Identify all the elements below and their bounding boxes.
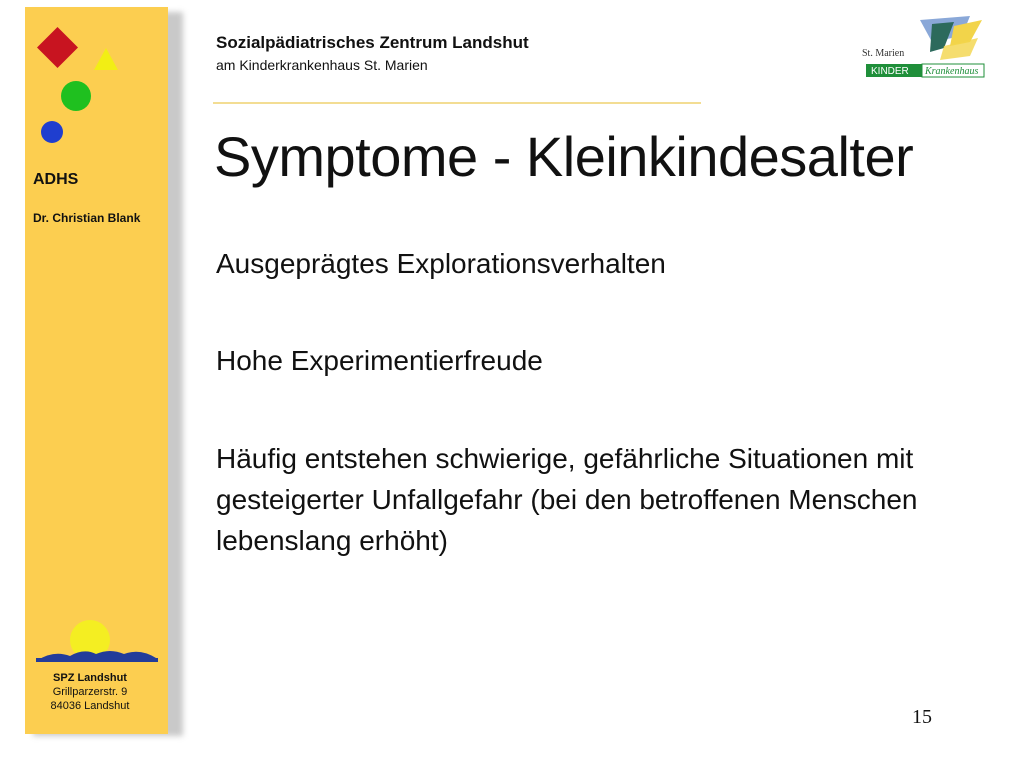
address-name: SPZ Landshut <box>53 672 127 684</box>
yellow-triangle-icon <box>94 48 118 70</box>
org-name: Sozialpädiatrisches Zentrum Landshut <box>216 33 529 52</box>
address-city: 84036 Landshut <box>50 700 130 712</box>
spz-sun-logo-icon <box>36 620 158 664</box>
logo-name-text: St. Marien <box>862 48 905 59</box>
logo-krankenhaus-text: Krankenhaus <box>925 66 979 77</box>
sidebar-author: Dr. Christian Blank <box>33 211 141 225</box>
sidebar-topic: ADHS <box>33 171 79 188</box>
st-marien-hospital-logo-icon <box>858 16 988 82</box>
logo-kinder-text: KINDER <box>871 66 909 77</box>
org-subtitle: am Kinderkrankenhaus St. Marien <box>216 57 428 73</box>
header-divider <box>213 102 701 104</box>
blue-circle-icon <box>41 121 63 143</box>
bullet-item: Ausgeprägtes Explorationsverhalten <box>216 248 666 279</box>
page-number: 15 <box>912 706 932 728</box>
bullet-item: Häufig entstehen schwierige, gefährliche Situationen mit gesteigerter Unfallgefahr (bei den betroffenen Menschen lebenslang erhöht) <box>216 443 918 556</box>
bullet-item: Hohe Experimentierfreude <box>216 345 543 376</box>
green-circle-icon <box>61 81 91 111</box>
slide-title: Symptome - Kleinkindesalter <box>214 125 914 188</box>
sidebar-address <box>25 671 155 713</box>
address-street: Grillparzerstr. 9 <box>52 686 128 698</box>
